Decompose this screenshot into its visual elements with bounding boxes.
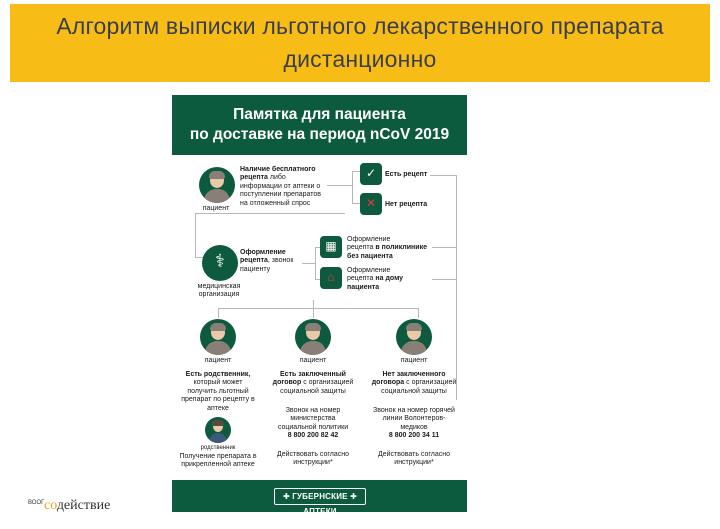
connector-line [456, 175, 457, 400]
brand-name: содействие [44, 498, 111, 513]
relative-label: родственник [200, 445, 236, 451]
caduceus-icon: ⚕ [202, 245, 238, 281]
connector-line [327, 185, 353, 186]
connector-line [302, 263, 316, 264]
patient-avatar [199, 167, 235, 203]
pharmacy-logo: ✚ ГУБЕРНСКИЕ ✚ АПТЕКИ [274, 488, 366, 505]
col2-action: Действовать согласно инструкции* [276, 451, 350, 467]
connector-line [195, 213, 196, 257]
volunteer-hotline-phone: 8 800 200 34 11 [388, 432, 440, 439]
patient-label: пациент [202, 205, 230, 212]
memo-title-line2: по доставке на период nCoV 2019 [189, 126, 450, 143]
connector-line [313, 300, 314, 318]
memo-footer [172, 480, 467, 516]
home-icon: ⌂ [320, 267, 342, 289]
patient-label: пациент [400, 357, 428, 364]
patient-avatar [200, 319, 236, 355]
patient-avatar [295, 319, 331, 355]
slide-title-line1: Алгоритм выписки льготного лекарственного препарата [56, 13, 664, 39]
connector-line [352, 203, 360, 204]
prescription-check-icon: ✓ [360, 163, 382, 185]
patient-memo-card [172, 95, 467, 516]
patient-label: пациент [204, 357, 232, 364]
medical-org-label: медицинская организация [197, 283, 241, 299]
prescription-cross-icon: ✕ [360, 193, 382, 215]
brand-prefix: ВООГ [28, 500, 45, 506]
connector-line [218, 308, 219, 318]
col2-description: Есть заключенный договор с организацией социальной защиты [272, 371, 354, 395]
connector-line [418, 308, 419, 318]
option-clinic: Оформление рецепта в поликлинике без пациента [347, 236, 427, 260]
social-policy-phone: 8 800 200 82 42 [287, 432, 339, 439]
connector-line [430, 175, 456, 176]
connector-line [352, 171, 353, 203]
col1-description: Есть родственник, который может получить льготный препарат по рецепту в аптеке [181, 371, 255, 412]
clinic-icon: ▦ [320, 236, 342, 258]
step1-description: Наличие бесплатного рецепта либо информации от аптеки о поступлении препаратов на отложенный спрос [240, 166, 321, 207]
patient-label: пациент [299, 357, 327, 364]
connector-line [352, 171, 360, 172]
option-no-prescription: Нет рецепта [385, 201, 428, 208]
col2-call-text: Звонок на номер министерства социальной политики [277, 407, 349, 431]
connector-line [218, 308, 418, 309]
option-home: Оформление рецепта на дому пациента [347, 267, 404, 291]
slide-title-line2: дистанционно [283, 46, 437, 72]
col1-action: Получение препарата в прикрепленной аптеке [179, 453, 257, 469]
col3-action: Действовать согласно инструкции* [377, 451, 451, 467]
memo-title-line1: Памятка для пациента [233, 106, 406, 123]
col3-call-text: Звонок на номер горячей линии Волонтеров-медиков [373, 407, 455, 431]
patient-avatar [396, 319, 432, 355]
col3-description: Нет заключенного договора с организацией социальной защиты [371, 371, 457, 395]
relative-avatar [205, 417, 231, 443]
slide-title-banner [10, 4, 710, 82]
option-has-prescription: Есть рецепт [385, 171, 428, 178]
memo-header [172, 95, 467, 155]
connector-line [315, 247, 316, 279]
step2-description: Оформление рецепта, звонок пациенту [240, 249, 294, 273]
